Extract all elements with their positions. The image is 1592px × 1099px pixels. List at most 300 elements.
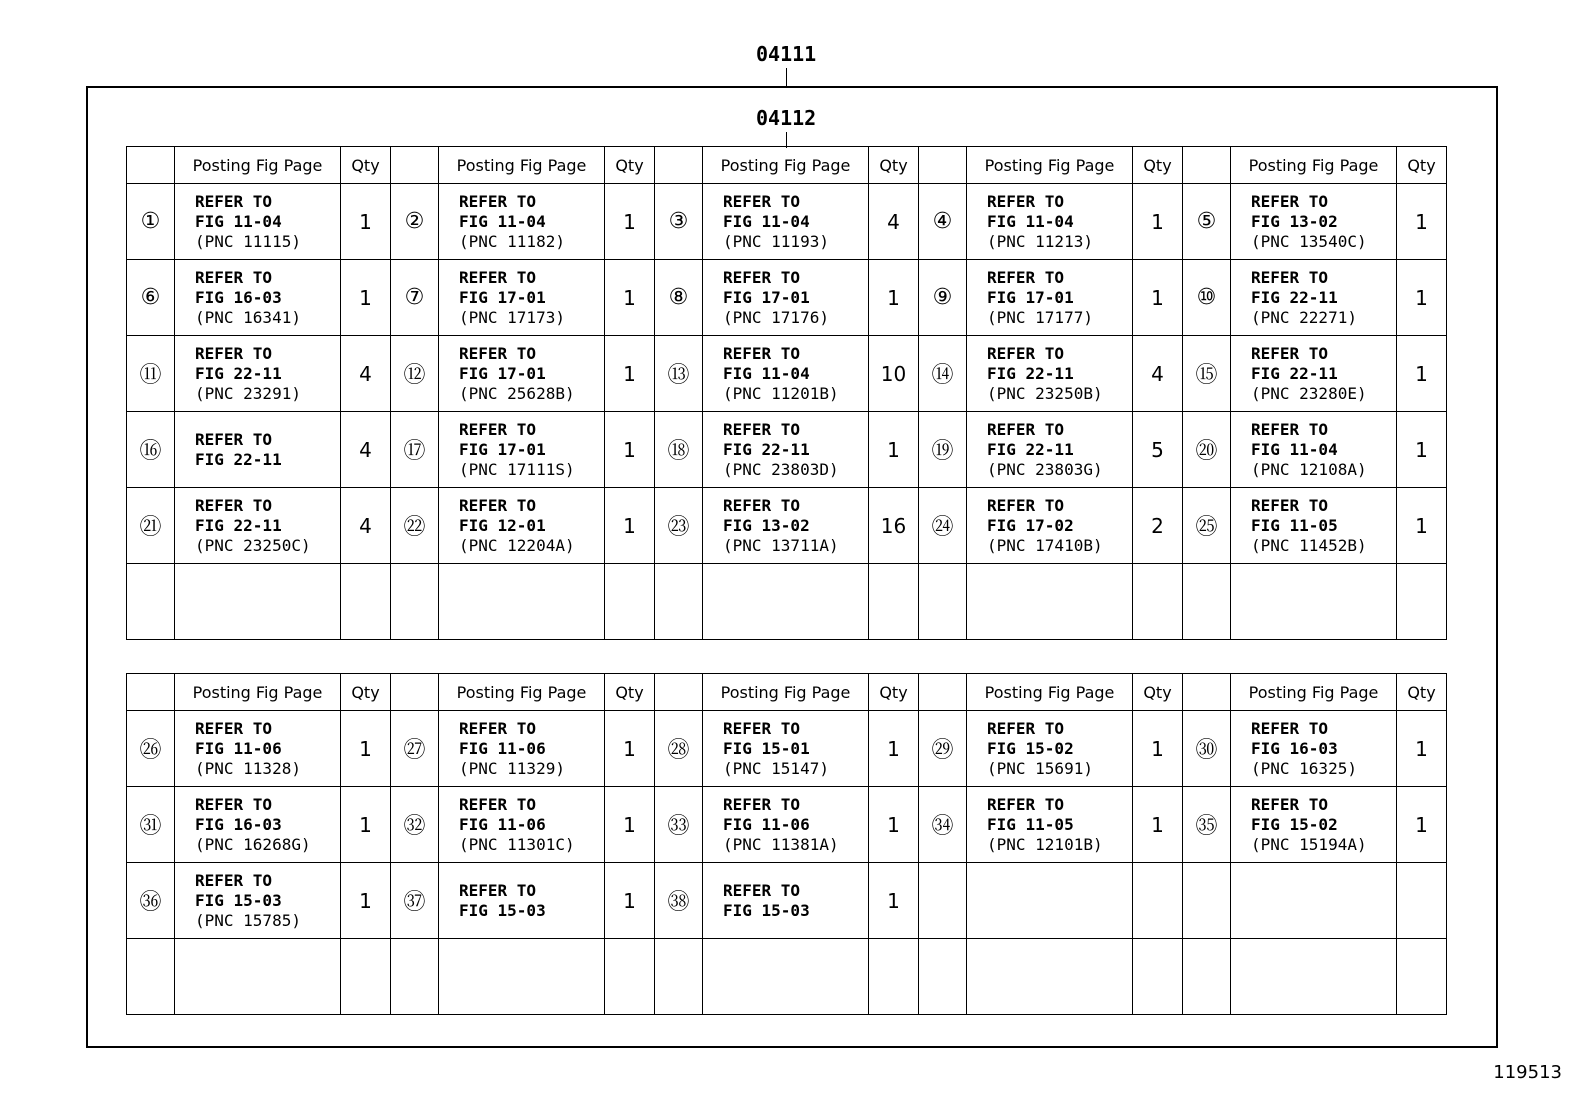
ref-line-l1: REFER TO bbox=[723, 718, 801, 738]
posting-ref bbox=[967, 787, 1133, 863]
ref-line-l1: REFER TO bbox=[1251, 495, 1329, 515]
ref-line-l2: FIG 17-01 bbox=[459, 363, 546, 383]
item-number bbox=[655, 939, 703, 1015]
qty-value: 1 bbox=[605, 336, 655, 412]
item-number: ㊳ bbox=[655, 863, 703, 939]
item-number: ⑮ bbox=[1183, 336, 1231, 412]
ref-line-l1: REFER TO bbox=[195, 794, 273, 814]
item-number bbox=[127, 564, 175, 640]
qty-value: 4 bbox=[341, 336, 391, 412]
header-row bbox=[127, 147, 1447, 184]
ref-line-l2: FIG 11-06 bbox=[195, 738, 282, 758]
qty-value: 1 bbox=[1397, 488, 1447, 564]
qty-value: 1 bbox=[605, 184, 655, 260]
ref-line-l3: (PNC 23250C) bbox=[195, 535, 311, 555]
posting-ref bbox=[703, 336, 869, 412]
ref-line-l1: REFER TO bbox=[1251, 191, 1329, 211]
item-number: ② bbox=[391, 184, 439, 260]
header-num bbox=[655, 147, 703, 184]
posting-ref bbox=[439, 863, 605, 939]
ref-line-l1: REFER TO bbox=[459, 794, 537, 814]
header-num bbox=[127, 674, 175, 711]
qty-value: 1 bbox=[1397, 184, 1447, 260]
qty-value: 1 bbox=[1133, 260, 1183, 336]
item-number: ㉞ bbox=[919, 787, 967, 863]
posting-ref bbox=[967, 260, 1133, 336]
item-number: ⑱ bbox=[655, 412, 703, 488]
ref-line-l2: FIG 15-03 bbox=[195, 890, 282, 910]
item-number bbox=[127, 939, 175, 1015]
header-qty: Qty bbox=[605, 147, 655, 184]
ref-line-l1: REFER TO bbox=[987, 191, 1065, 211]
ref-line-l1: REFER TO bbox=[723, 794, 801, 814]
ref-line-l3: (PNC 15147) bbox=[723, 758, 829, 778]
item-number: ㉓ bbox=[655, 488, 703, 564]
item-number: ⑪ bbox=[127, 336, 175, 412]
header-qty: Qty bbox=[1397, 147, 1447, 184]
qty-value: 1 bbox=[869, 412, 919, 488]
posting-ref bbox=[1231, 488, 1397, 564]
qty-value: 1 bbox=[1397, 260, 1447, 336]
ref-line-l2: FIG 22-11 bbox=[723, 439, 810, 459]
ref-line-l2: FIG 22-11 bbox=[195, 515, 282, 535]
ref-line-l2: FIG 13-02 bbox=[1251, 211, 1338, 231]
item-number: ㊲ bbox=[391, 863, 439, 939]
ref-line-l3: (PNC 11213) bbox=[987, 231, 1093, 251]
posting-ref bbox=[967, 564, 1133, 640]
ref-line-l1: REFER TO bbox=[459, 419, 537, 439]
item-number bbox=[1183, 863, 1231, 939]
table-row bbox=[127, 184, 1447, 260]
ref-line-l3: (PNC 17176) bbox=[723, 307, 829, 327]
posting-ref bbox=[175, 711, 341, 787]
qty-value bbox=[1133, 863, 1183, 939]
ref-line-l2: FIG 11-06 bbox=[459, 738, 546, 758]
item-number bbox=[391, 564, 439, 640]
qty-value: 5 bbox=[1133, 412, 1183, 488]
ref-line-l3: (PNC 23291) bbox=[195, 383, 301, 403]
qty-value: 1 bbox=[341, 184, 391, 260]
parts-table-2 bbox=[126, 673, 1447, 1015]
table-row bbox=[127, 412, 1447, 488]
ref-line-l1: REFER TO bbox=[459, 191, 537, 211]
qty-value: 1 bbox=[341, 260, 391, 336]
header-fig-page: Posting Fig Page bbox=[175, 674, 341, 711]
qty-value: 1 bbox=[341, 787, 391, 863]
item-number: ㉟ bbox=[1183, 787, 1231, 863]
ref-line-l2: FIG 17-01 bbox=[723, 287, 810, 307]
header-fig-page: Posting Fig Page bbox=[1231, 674, 1397, 711]
ref-line-l3: (PNC 15785) bbox=[195, 910, 301, 930]
posting-ref bbox=[967, 939, 1133, 1015]
item-number: ⑬ bbox=[655, 336, 703, 412]
header-fig-page: Posting Fig Page bbox=[967, 147, 1133, 184]
ref-line-l2: FIG 16-03 bbox=[195, 287, 282, 307]
posting-ref bbox=[703, 488, 869, 564]
posting-ref bbox=[1231, 939, 1397, 1015]
ref-line-l3: (PNC 17111S) bbox=[459, 459, 575, 479]
header-qty: Qty bbox=[341, 674, 391, 711]
qty-value: 1 bbox=[1133, 711, 1183, 787]
posting-ref bbox=[967, 711, 1133, 787]
posting-ref bbox=[1231, 564, 1397, 640]
header-qty: Qty bbox=[869, 147, 919, 184]
posting-ref bbox=[175, 564, 341, 640]
posting-ref bbox=[967, 863, 1133, 939]
ref-line-l1: REFER TO bbox=[1251, 267, 1329, 287]
qty-value bbox=[1397, 939, 1447, 1015]
table-row bbox=[127, 260, 1447, 336]
qty-value: 1 bbox=[869, 260, 919, 336]
qty-value: 1 bbox=[1397, 787, 1447, 863]
header-num bbox=[655, 674, 703, 711]
ref-line-l3: (PNC 23803G) bbox=[987, 459, 1103, 479]
ref-line-l1: REFER TO bbox=[459, 718, 537, 738]
ref-line-l1: REFER TO bbox=[195, 429, 273, 449]
posting-ref bbox=[703, 412, 869, 488]
qty-value: 1 bbox=[605, 260, 655, 336]
header-fig-page: Posting Fig Page bbox=[967, 674, 1133, 711]
ref-line-l3: (PNC 11301C) bbox=[459, 834, 575, 854]
ref-line-l1: REFER TO bbox=[723, 495, 801, 515]
ref-line-l1: REFER TO bbox=[723, 191, 801, 211]
ref-line-l2: FIG 11-05 bbox=[987, 814, 1074, 834]
ref-line-l1: REFER TO bbox=[195, 191, 273, 211]
item-number bbox=[655, 564, 703, 640]
ref-line-l1: REFER TO bbox=[195, 870, 273, 890]
label-outer: 04111 bbox=[756, 42, 817, 66]
item-number: ③ bbox=[655, 184, 703, 260]
posting-ref bbox=[967, 336, 1133, 412]
item-number: ㉙ bbox=[919, 711, 967, 787]
table-row bbox=[127, 863, 1447, 939]
table-row bbox=[127, 488, 1447, 564]
item-number bbox=[919, 564, 967, 640]
qty-value: 4 bbox=[869, 184, 919, 260]
header-qty: Qty bbox=[1397, 674, 1447, 711]
header-qty: Qty bbox=[341, 147, 391, 184]
table-row bbox=[127, 787, 1447, 863]
parts-table-1 bbox=[126, 146, 1447, 640]
header-qty: Qty bbox=[605, 674, 655, 711]
header-fig-page: Posting Fig Page bbox=[439, 147, 605, 184]
ref-line-l2: FIG 22-11 bbox=[195, 363, 282, 383]
ref-line-l2: FIG 11-04 bbox=[723, 363, 810, 383]
posting-ref bbox=[1231, 711, 1397, 787]
posting-ref bbox=[175, 787, 341, 863]
ref-line-l1: REFER TO bbox=[723, 343, 801, 363]
item-number: ㉒ bbox=[391, 488, 439, 564]
item-number: ㊱ bbox=[127, 863, 175, 939]
header-qty: Qty bbox=[869, 674, 919, 711]
item-number: ⑩ bbox=[1183, 260, 1231, 336]
header-fig-page: Posting Fig Page bbox=[703, 147, 869, 184]
leader-outer bbox=[786, 68, 787, 86]
ref-line-l2: FIG 16-03 bbox=[195, 814, 282, 834]
ref-line-l3: (PNC 11381A) bbox=[723, 834, 839, 854]
ref-line-l2: FIG 13-02 bbox=[723, 515, 810, 535]
ref-line-l3: (PNC 13711A) bbox=[723, 535, 839, 555]
ref-line-l3: (PNC 11452B) bbox=[1251, 535, 1367, 555]
posting-ref bbox=[967, 488, 1133, 564]
ref-line-l2: FIG 11-04 bbox=[723, 211, 810, 231]
ref-line-l3: (PNC 13540C) bbox=[1251, 231, 1367, 251]
item-number: ㉛ bbox=[127, 787, 175, 863]
ref-line-l1: REFER TO bbox=[723, 267, 801, 287]
ref-line-l1: REFER TO bbox=[987, 343, 1065, 363]
ref-line-l2: FIG 17-01 bbox=[459, 439, 546, 459]
item-number: ㉑ bbox=[127, 488, 175, 564]
item-number: ⑲ bbox=[919, 412, 967, 488]
qty-value: 1 bbox=[341, 711, 391, 787]
ref-line-l3: (PNC 11193) bbox=[723, 231, 829, 251]
posting-ref bbox=[703, 564, 869, 640]
ref-line-l3: (PNC 11201B) bbox=[723, 383, 839, 403]
header-num bbox=[1183, 147, 1231, 184]
header-fig-page: Posting Fig Page bbox=[175, 147, 341, 184]
ref-line-l1: REFER TO bbox=[459, 880, 537, 900]
item-number bbox=[919, 939, 967, 1015]
posting-ref bbox=[439, 184, 605, 260]
ref-line-l2: FIG 22-11 bbox=[1251, 363, 1338, 383]
header-num bbox=[1183, 674, 1231, 711]
posting-ref bbox=[439, 488, 605, 564]
ref-line-l3: (PNC 22271) bbox=[1251, 307, 1357, 327]
ref-line-l1: REFER TO bbox=[987, 718, 1065, 738]
item-number: ⑨ bbox=[919, 260, 967, 336]
qty-value: 10 bbox=[869, 336, 919, 412]
ref-line-l3: (PNC 11329) bbox=[459, 758, 565, 778]
table-row bbox=[127, 336, 1447, 412]
item-number: ㉔ bbox=[919, 488, 967, 564]
qty-value bbox=[341, 939, 391, 1015]
qty-value: 16 bbox=[869, 488, 919, 564]
item-number: ㉚ bbox=[1183, 711, 1231, 787]
ref-line-l3: (PNC 15194A) bbox=[1251, 834, 1367, 854]
item-number: ㉝ bbox=[655, 787, 703, 863]
posting-ref bbox=[439, 260, 605, 336]
posting-ref bbox=[703, 787, 869, 863]
ref-line-l2: FIG 11-06 bbox=[723, 814, 810, 834]
ref-line-l1: REFER TO bbox=[1251, 794, 1329, 814]
ref-line-l2: FIG 22-11 bbox=[1251, 287, 1338, 307]
posting-ref bbox=[703, 939, 869, 1015]
header-num bbox=[919, 674, 967, 711]
item-number: ⑯ bbox=[127, 412, 175, 488]
ref-line-l2: FIG 15-03 bbox=[723, 900, 810, 920]
posting-ref bbox=[439, 564, 605, 640]
item-number: ④ bbox=[919, 184, 967, 260]
ref-line-l3: (PNC 23250B) bbox=[987, 383, 1103, 403]
ref-line-l1: REFER TO bbox=[987, 495, 1065, 515]
qty-value bbox=[1133, 564, 1183, 640]
header-num bbox=[391, 674, 439, 711]
qty-value: 1 bbox=[869, 711, 919, 787]
drawing-id: 119513 bbox=[1493, 1062, 1562, 1083]
ref-line-l1: REFER TO bbox=[459, 495, 537, 515]
item-number: ⑦ bbox=[391, 260, 439, 336]
qty-value: 1 bbox=[605, 488, 655, 564]
ref-line-l2: FIG 22-11 bbox=[195, 449, 282, 469]
posting-ref bbox=[175, 260, 341, 336]
item-number: ⑰ bbox=[391, 412, 439, 488]
qty-value bbox=[1133, 939, 1183, 1015]
ref-line-l2: FIG 12-01 bbox=[459, 515, 546, 535]
header-num bbox=[919, 147, 967, 184]
ref-line-l3: (PNC 16268G) bbox=[195, 834, 311, 854]
posting-ref bbox=[439, 412, 605, 488]
posting-ref bbox=[439, 939, 605, 1015]
header-qty: Qty bbox=[1133, 674, 1183, 711]
posting-ref bbox=[439, 711, 605, 787]
ref-line-l1: REFER TO bbox=[459, 267, 537, 287]
ref-line-l2: FIG 11-04 bbox=[1251, 439, 1338, 459]
posting-ref bbox=[175, 412, 341, 488]
item-number: ⑭ bbox=[919, 336, 967, 412]
item-number: ㉖ bbox=[127, 711, 175, 787]
posting-ref bbox=[175, 184, 341, 260]
posting-ref bbox=[703, 711, 869, 787]
qty-value: 1 bbox=[869, 787, 919, 863]
qty-value bbox=[869, 564, 919, 640]
ref-line-l1: REFER TO bbox=[1251, 718, 1329, 738]
qty-value: 1 bbox=[605, 863, 655, 939]
item-number bbox=[391, 939, 439, 1015]
ref-line-l3: (PNC 23280E) bbox=[1251, 383, 1367, 403]
item-number: ① bbox=[127, 184, 175, 260]
ref-line-l1: REFER TO bbox=[1251, 343, 1329, 363]
header-fig-page: Posting Fig Page bbox=[1231, 147, 1397, 184]
item-number: ㉕ bbox=[1183, 488, 1231, 564]
ref-line-l2: FIG 17-01 bbox=[987, 287, 1074, 307]
posting-ref bbox=[1231, 336, 1397, 412]
qty-value: 1 bbox=[869, 863, 919, 939]
ref-line-l3: (PNC 11115) bbox=[195, 231, 301, 251]
qty-value: 2 bbox=[1133, 488, 1183, 564]
posting-ref bbox=[703, 863, 869, 939]
qty-value: 1 bbox=[1397, 336, 1447, 412]
ref-line-l1: REFER TO bbox=[723, 880, 801, 900]
posting-ref bbox=[1231, 184, 1397, 260]
posting-ref bbox=[967, 412, 1133, 488]
ref-line-l1: REFER TO bbox=[195, 495, 273, 515]
label-inner: 04112 bbox=[756, 106, 817, 130]
header-row bbox=[127, 674, 1447, 711]
ref-line-l1: REFER TO bbox=[987, 267, 1065, 287]
table-row bbox=[127, 939, 1447, 1015]
ref-line-l3: (PNC 12108A) bbox=[1251, 459, 1367, 479]
ref-line-l3: (PNC 11328) bbox=[195, 758, 301, 778]
ref-line-l1: REFER TO bbox=[195, 343, 273, 363]
qty-value bbox=[1397, 564, 1447, 640]
posting-ref bbox=[1231, 863, 1397, 939]
header-fig-page: Posting Fig Page bbox=[703, 674, 869, 711]
ref-line-l1: REFER TO bbox=[195, 267, 273, 287]
header-fig-page: Posting Fig Page bbox=[439, 674, 605, 711]
ref-line-l3: (PNC 11182) bbox=[459, 231, 565, 251]
header-num bbox=[391, 147, 439, 184]
ref-line-l3: (PNC 17173) bbox=[459, 307, 565, 327]
qty-value bbox=[605, 939, 655, 1015]
ref-line-l1: REFER TO bbox=[987, 419, 1065, 439]
posting-ref bbox=[175, 863, 341, 939]
ref-line-l2: FIG 15-03 bbox=[459, 900, 546, 920]
ref-line-l2: FIG 22-11 bbox=[987, 439, 1074, 459]
ref-line-l3: (PNC 16341) bbox=[195, 307, 301, 327]
header-qty: Qty bbox=[1133, 147, 1183, 184]
ref-line-l2: FIG 15-02 bbox=[987, 738, 1074, 758]
qty-value bbox=[869, 939, 919, 1015]
posting-ref bbox=[703, 260, 869, 336]
qty-value: 1 bbox=[1397, 412, 1447, 488]
ref-line-l1: REFER TO bbox=[1251, 419, 1329, 439]
qty-value bbox=[1397, 863, 1447, 939]
ref-line-l1: REFER TO bbox=[987, 794, 1065, 814]
item-number: ⑳ bbox=[1183, 412, 1231, 488]
table-row bbox=[127, 564, 1447, 640]
ref-line-l2: FIG 17-02 bbox=[987, 515, 1074, 535]
item-number: ㉗ bbox=[391, 711, 439, 787]
ref-line-l3: (PNC 17410B) bbox=[987, 535, 1103, 555]
posting-ref bbox=[1231, 260, 1397, 336]
posting-ref bbox=[439, 336, 605, 412]
table-row bbox=[127, 711, 1447, 787]
qty-value: 1 bbox=[1133, 184, 1183, 260]
ref-line-l3: (PNC 25628B) bbox=[459, 383, 575, 403]
posting-ref bbox=[175, 336, 341, 412]
ref-line-l3: (PNC 15691) bbox=[987, 758, 1093, 778]
item-number: ⑤ bbox=[1183, 184, 1231, 260]
ref-line-l3: (PNC 16325) bbox=[1251, 758, 1357, 778]
item-number: ⑫ bbox=[391, 336, 439, 412]
ref-line-l2: FIG 11-04 bbox=[987, 211, 1074, 231]
ref-line-l2: FIG 15-02 bbox=[1251, 814, 1338, 834]
posting-ref bbox=[1231, 412, 1397, 488]
ref-line-l2: FIG 11-06 bbox=[459, 814, 546, 834]
ref-line-l2: FIG 11-05 bbox=[1251, 515, 1338, 535]
ref-line-l2: FIG 11-04 bbox=[195, 211, 282, 231]
qty-value: 4 bbox=[341, 488, 391, 564]
qty-value: 1 bbox=[341, 863, 391, 939]
qty-value: 1 bbox=[605, 711, 655, 787]
ref-line-l2: FIG 16-03 bbox=[1251, 738, 1338, 758]
ref-line-l1: REFER TO bbox=[723, 419, 801, 439]
ref-line-l1: REFER TO bbox=[459, 343, 537, 363]
ref-line-l3: (PNC 23803D) bbox=[723, 459, 839, 479]
posting-ref bbox=[1231, 787, 1397, 863]
ref-line-l3: (PNC 12204A) bbox=[459, 535, 575, 555]
item-number bbox=[1183, 939, 1231, 1015]
posting-ref bbox=[175, 939, 341, 1015]
ref-line-l2: FIG 15-01 bbox=[723, 738, 810, 758]
ref-line-l2: FIG 17-01 bbox=[459, 287, 546, 307]
posting-ref bbox=[439, 787, 605, 863]
qty-value: 1 bbox=[1397, 711, 1447, 787]
qty-value: 4 bbox=[1133, 336, 1183, 412]
item-number bbox=[919, 863, 967, 939]
qty-value: 1 bbox=[1133, 787, 1183, 863]
qty-value: 1 bbox=[605, 412, 655, 488]
qty-value: 1 bbox=[605, 787, 655, 863]
posting-ref bbox=[703, 184, 869, 260]
ref-line-l1: REFER TO bbox=[195, 718, 273, 738]
ref-line-l3: (PNC 12101B) bbox=[987, 834, 1103, 854]
item-number: ㉘ bbox=[655, 711, 703, 787]
qty-value: 4 bbox=[341, 412, 391, 488]
header-num bbox=[127, 147, 175, 184]
item-number: ㉜ bbox=[391, 787, 439, 863]
item-number: ⑧ bbox=[655, 260, 703, 336]
